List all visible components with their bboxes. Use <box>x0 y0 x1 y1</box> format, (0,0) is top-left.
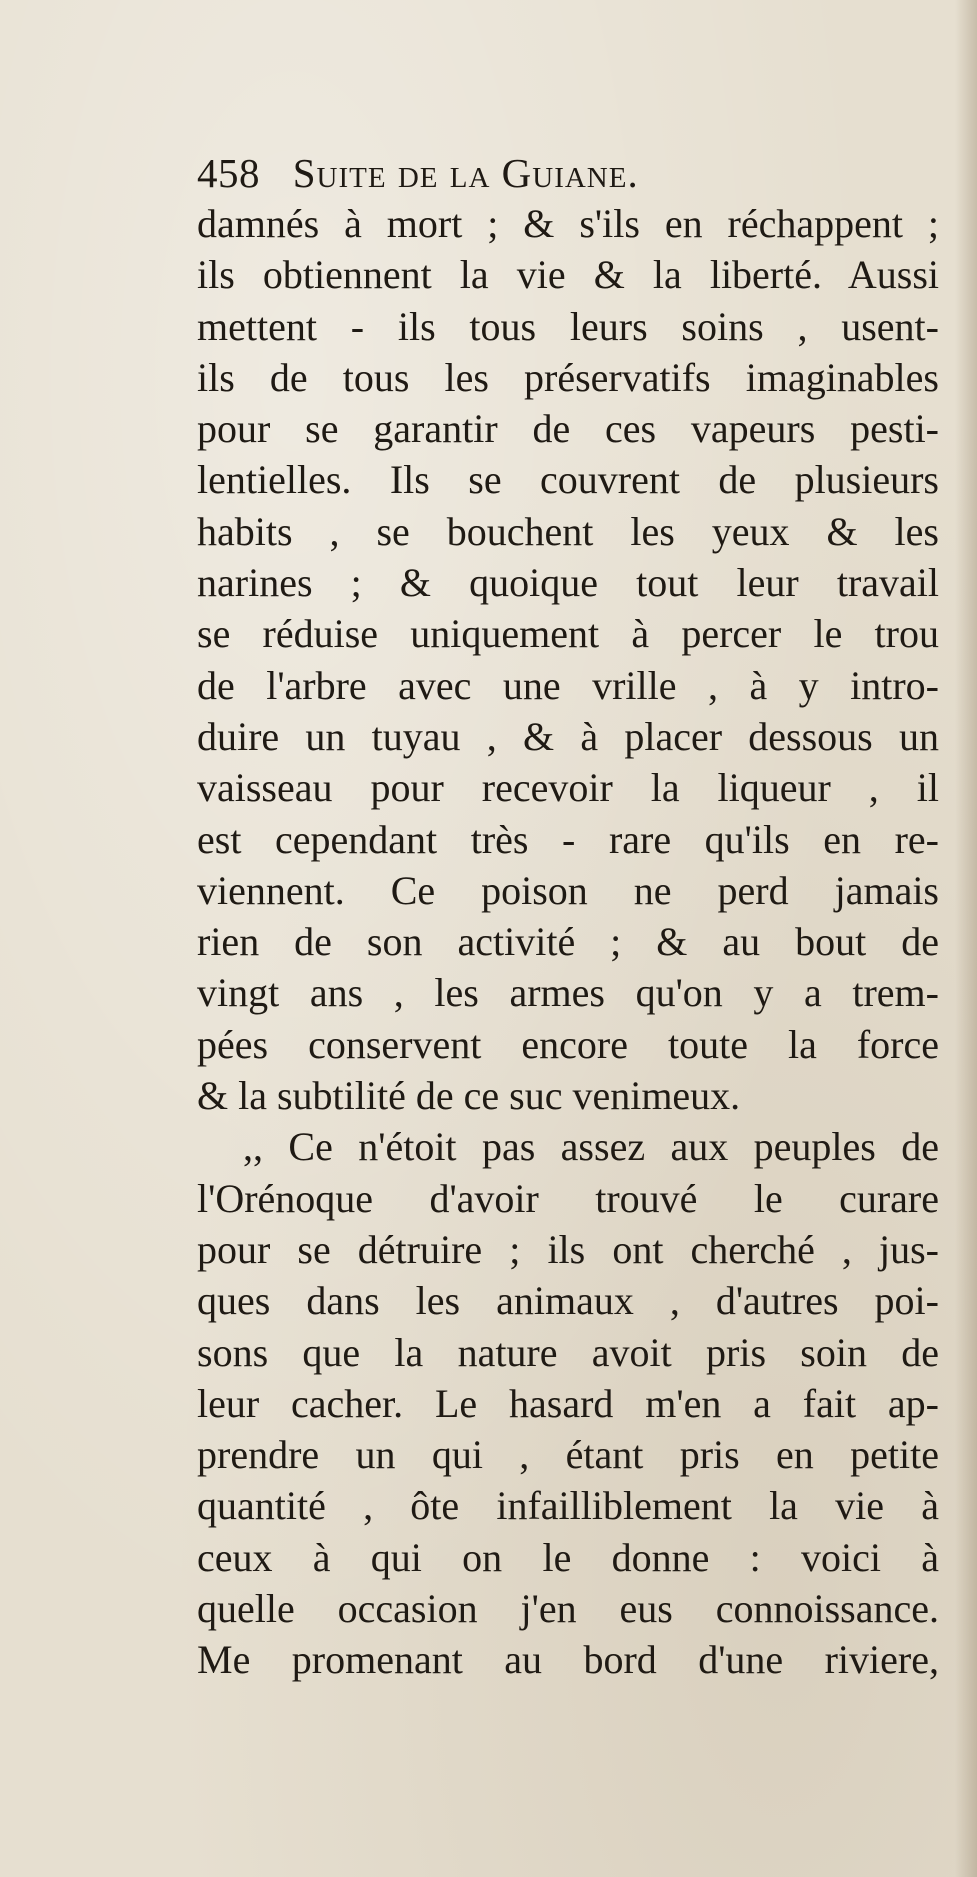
text-line: Me promenant au bord d'une riviere, <box>197 1637 939 1683</box>
text-line: mettent - ils tous leurs soins , usent- <box>197 303 939 349</box>
text-line: de l'arbre avec une vrille , à y intro- <box>197 662 939 708</box>
text-line: narines ; & quoique tout leur travail <box>197 560 939 606</box>
text-line: vaisseau pour recevoir la liqueur , il <box>197 765 939 811</box>
body-text <box>197 198 939 1686</box>
text-line: leur cacher. Le hasard m'en a fait ap- <box>197 1380 939 1426</box>
running-title: Suite de la Guiane. <box>292 150 639 196</box>
text-line: damnés à mort ; & s'ils en réchappent ; <box>197 201 939 246</box>
text-line: pour se détruire ; ils ont cherché , jus- <box>197 1226 939 1272</box>
text-line: ils obtiennent la vie & la liberté. Aussi <box>197 252 939 298</box>
text-line: rien de son activité ; & au bout de <box>197 919 939 965</box>
text-line: ,, Ce n'étoit pas assez aux peuples de <box>243 1124 939 1170</box>
page-header <box>197 150 837 196</box>
text-line: duire un tuyau , & à placer dessous un <box>197 713 939 759</box>
text-line: quelle occasion j'en eus connoissance. <box>197 1586 939 1632</box>
text-line: ques dans les animaux , d'autres poi- <box>197 1278 939 1324</box>
text-line: pour se garantir de ces vapeurs pesti- <box>197 406 939 452</box>
text-line: vingt ans , les armes qu'on y a trem- <box>197 970 939 1016</box>
text-line: quantité , ôte infailliblement la vie à <box>197 1483 939 1529</box>
text-line: est cependant très - rare qu'ils en re- <box>197 816 939 862</box>
text-line: pées conservent encore toute la force <box>197 1021 939 1067</box>
text-line: habits , se bouchent les yeux & les <box>197 508 939 554</box>
text-line: viennent. Ce poison ne perd jamais <box>197 867 939 913</box>
page-number: 458 <box>197 150 260 196</box>
text-line: ils de tous les préservatifs imaginables <box>197 354 939 400</box>
text-line: lentielles. Ils se couvrent de plusieurs <box>197 457 939 503</box>
text-line: se réduise uniquement à percer le trou <box>197 611 939 657</box>
text-line: & la subtilité de ce suc venimeux. <box>197 1073 741 1119</box>
text-line: l'Orénoque d'avoir trouvé le curare <box>197 1175 939 1221</box>
text-line: sons que la nature avoit pris soin de <box>197 1329 939 1375</box>
text-line: ceux à qui on le donne : voici à <box>197 1534 939 1580</box>
text-line: prendre un qui , étant pris en petite <box>197 1432 939 1478</box>
